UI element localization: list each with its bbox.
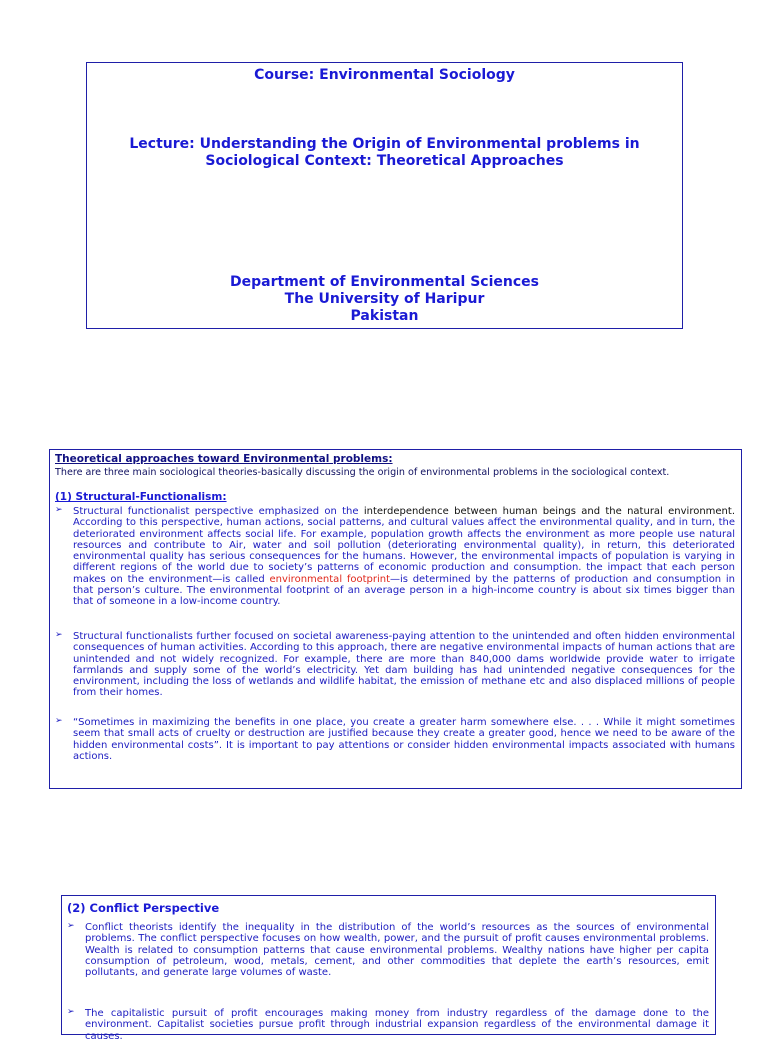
bullet-arrow-icon: ➢ — [55, 630, 63, 640]
bullet-paragraph: The capitalistic pursuit of profit encourages making money from industry regardless of the damage done to the environment. Capitalist societies pursue profit through industrial expansion regardless of the environmental damage it causes. — [85, 1008, 709, 1042]
bullet-arrow-icon: ➢ — [55, 716, 63, 726]
university-name: The University of Haripur — [284, 291, 485, 307]
bullet-arrow-icon: ➢ — [67, 921, 75, 931]
conflict-perspective-slide — [61, 895, 716, 1042]
theoretical-approaches-slide — [49, 449, 742, 789]
quote-paragraph: “Sometimes in maximizing the benefits in one place, you create a greater harm somewhere else. . . . While it might sometimes seem that small acts of cruelty or destruction are justified because they create a greater good, hence we need to be aware of the hidden environmental costs”. It is important to pay attentions or consider hidden environmental impacts associated with humans actions. — [73, 717, 735, 762]
structural-functionalism-heading: (1) Structural-Functionalism: — [55, 491, 227, 503]
title-slide — [86, 62, 683, 329]
interdependence-text: interdependence between human beings and the natural environment. — [363, 506, 735, 517]
course-title: Course: Environmental Sociology — [254, 67, 515, 83]
lecture-title-line1: Lecture: Understanding the Origin of Environmental problems in — [129, 136, 640, 152]
section-heading: Theoretical approaches toward Environmental problems: — [55, 453, 393, 465]
department-name: Department of Environmental Sciences — [230, 274, 539, 290]
bullet-paragraph: Conflict theorists identify the inequality in the distribution of the world’s resources as the sources of environmental problems. The conflict perspective focuses on how wealth, power, and the pursuit of profit causes environmental problems. Wealth is related to consumption patterns that cause environmental problems. Wealthy nations have higher per capita consumption of petroleum, wood, metals, cement, and other commodities that deplete the earth’s resources, emit pollutants, and generate large volumes of waste. — [85, 922, 709, 979]
conflict-perspective-heading: (2) Conflict Perspective — [67, 901, 220, 915]
intro-text: There are three main sociological theories-basically discussing the origin of environmental problems in the sociological context. — [55, 467, 670, 478]
bullet-paragraph: Structural functionalist perspective emphasized on the interdependence between human beings and the natural environment. According to this perspective, human actions, social patterns, and cultural values affect the environmental quality, and in turn, the deteriorated environment affects social life. For example, population growth affects the environment as more people use natural resources and contribute to Air, water and soil pollution (deteriorating environmental quality), in return, this deteriorated environmental quality has serious consequences for the humans. However, the environmental impacts of population is varying in different regions of the world due to society’s patterns of economic production and consumption. the impact that each person makes on the environment—is called environmental footprint—is determined by the patterns of production and consumption in that person’s culture. The environmental footprint of an average person in a high-income country is about six times bigger than that of someone in a low-income country. — [73, 506, 735, 608]
environmental-footprint-term: environmental footprint — [269, 573, 390, 585]
bullet-arrow-icon: ➢ — [55, 505, 63, 515]
lecture-title-line2: Sociological Context: Theoretical Approaches — [205, 153, 564, 169]
bullet-paragraph: Structural functionalists further focused on societal awareness-paying attention to the unintended and often hidden environmental consequences of human activities. According to this approach, there are negative environmental impacts of human actions that are unintended and not widely recognized. For example, there are more than 840,000 dams worldwide provide water to irrigate farmlands and supply some of the world’s electricity. Yet dam building has had unintended negative consequences for the environment, including the loss of wetlands and wildlife habitat, the emission of methane etc and also displaced millions of people from their homes. — [73, 631, 735, 699]
bullet-arrow-icon: ➢ — [67, 1007, 75, 1017]
country-name: Pakistan — [350, 308, 419, 324]
